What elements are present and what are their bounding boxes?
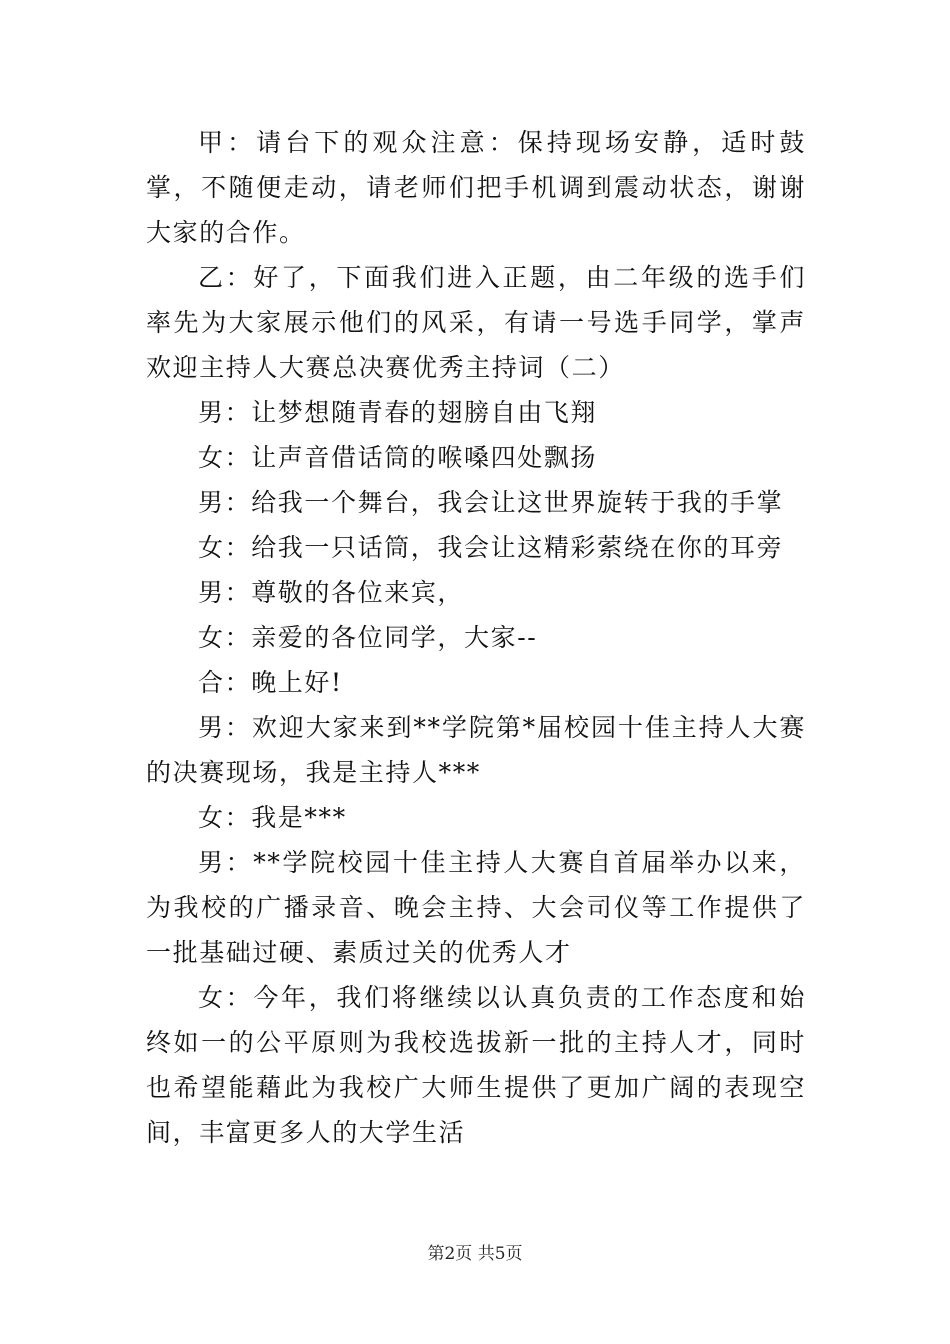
paragraph-5: 男：给我一个舞台，我会让这世界旋转于我的手掌	[198, 488, 784, 517]
paragraph-11: 女：我是***	[198, 803, 347, 832]
page-footer	[0, 1242, 950, 1266]
document-body	[146, 120, 806, 1155]
paragraph-13: 女：今年，我们将继续以认真负责的工作态度和始终如一的公平原则为我校选拔新一批的主持人才，同时也希望能藉此为我校广大师生提供了更加广阔的表现空间，丰富更多人的大学生活	[146, 983, 806, 1147]
paragraph-7: 男：尊敬的各位来宾，	[198, 578, 465, 607]
paragraph-12: 男：**学院校园十佳主持人大赛自首届举办以来，为我校的广播录音、晚会主持、大会司仪等工作提供了一批基础过硬、素质过关的优秀人才	[146, 848, 806, 967]
page-number-label: 第2页 共5页	[427, 1244, 523, 1264]
paragraph-4: 女：让声音借话筒的喉嗓四处飘扬	[198, 443, 598, 472]
paragraph-1: 甲：请台下的观众注意：保持现场安静，适时鼓掌，不随便走动，请老师们把手机调到震动状态，谢谢大家的合作。	[146, 128, 806, 247]
paragraph-8: 女：亲爱的各位同学，大家--	[198, 623, 538, 652]
paragraph-3: 男：让梦想随青春的翅膀自由飞翔	[198, 398, 598, 427]
paragraph-6: 女：给我一只话筒，我会让这精彩萦绕在你的耳旁	[198, 533, 784, 562]
paragraph-2: 乙：好了，下面我们进入正题，由二年级的选手们率先为大家展示他们的风采，有请一号选手同学，掌声欢迎主持人大赛总决赛优秀主持词（二）	[146, 263, 806, 382]
paragraph-10: 男：欢迎大家来到**学院第*届校园十佳主持人大赛的决赛现场，我是主持人***	[146, 713, 806, 787]
paragraph-9: 合：晚上好!	[198, 668, 343, 697]
